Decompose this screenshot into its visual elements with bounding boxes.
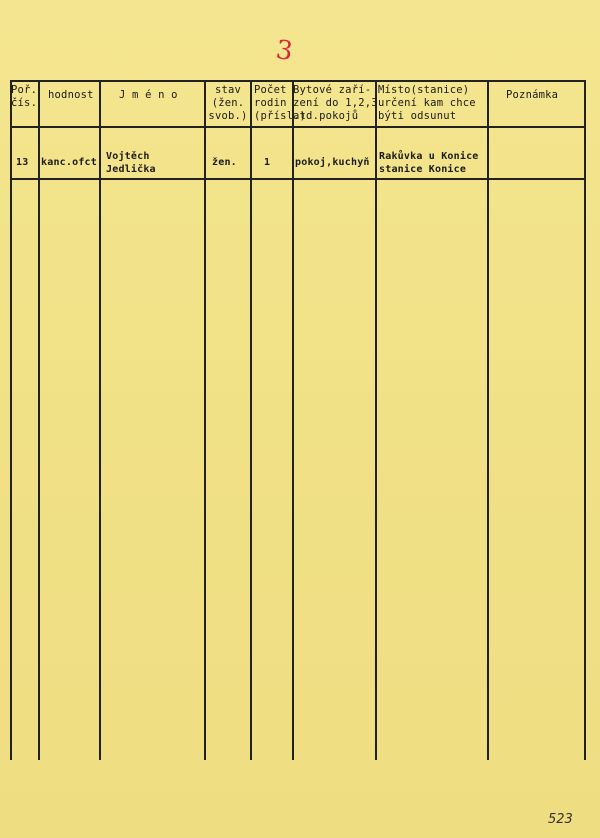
header-families: Počet rodin (přísl.) [254, 84, 307, 122]
handwritten-sheet-number: 3 [273, 34, 295, 68]
row-bottom-rule [10, 178, 586, 180]
row-destination: Rakůvka u Konice stanice Konice [379, 151, 479, 175]
header-bottom-rule [10, 126, 586, 128]
row-housing: pokoj,kuchyň [295, 157, 370, 168]
row-rank: kanc.ofct. [41, 157, 104, 168]
column-divider [38, 80, 40, 760]
table-top-rule [10, 80, 586, 82]
column-divider [292, 80, 294, 760]
header-status: stav (žen. svob.) [208, 84, 248, 122]
header-number: Poř. čís. [11, 84, 38, 109]
column-divider [99, 80, 101, 760]
header-name: J m é n o [119, 89, 178, 101]
header-note: Poznámka [506, 89, 559, 101]
column-divider [375, 80, 377, 760]
row-families: 1 [264, 157, 271, 168]
header-housing: Bytové zaří- zení do 1,2,3 atd.pokojů [293, 84, 378, 122]
row-name: Vojtěch Jedlička [106, 151, 156, 175]
row-status: žen. [212, 157, 237, 168]
column-divider [10, 80, 12, 760]
page-number: 523 [548, 812, 573, 827]
column-divider [250, 80, 252, 760]
header-rank: hodnost [48, 89, 94, 101]
column-divider [584, 80, 586, 760]
column-divider [487, 80, 489, 760]
row-number: 13 [16, 157, 29, 168]
header-destination: Místo(stanice) určení kam chce býti odsunut [378, 84, 476, 122]
column-divider [204, 80, 206, 760]
